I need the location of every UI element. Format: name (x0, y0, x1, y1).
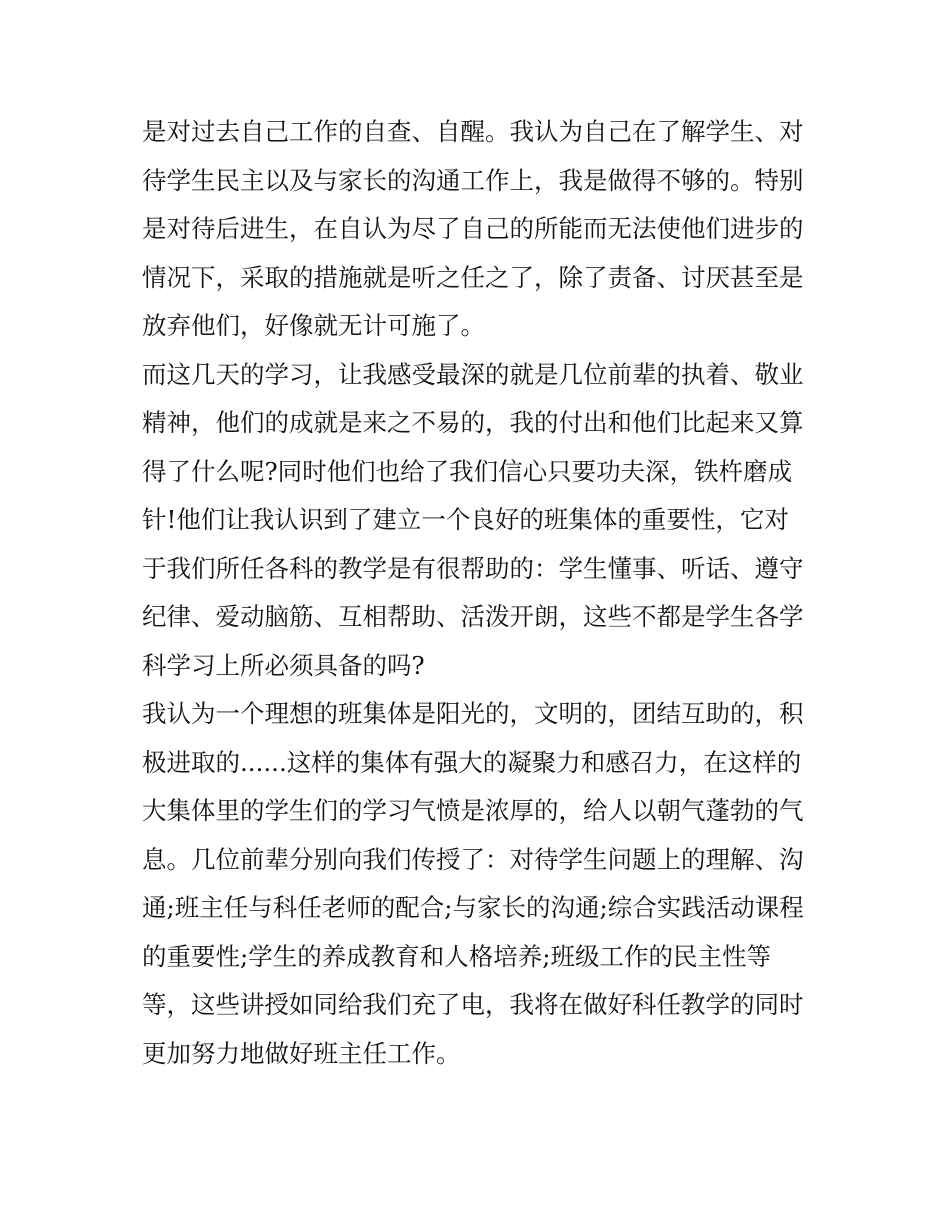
paragraph-1 (142, 108, 832, 351)
text-line: 息。几位前辈分别向我们传授了：对待学生问题上的理解、沟 (142, 844, 804, 874)
body-text (142, 108, 832, 1078)
text-line: 精神，他们的成就是来之不易的，我的付出和他们比起来又算 (142, 408, 804, 437)
text-line: 于我们所任各科的教学是有很帮助的：学生懂事、听话、遵守 (142, 553, 804, 583)
text-line: 科学习上所必须具备的吗? (142, 650, 425, 680)
text-line: 是对待后进生，在自认为尽了自己的所能而无法使他们进步的 (142, 214, 804, 243)
text-line: 而这几天的学习，让我感受最深的就是几位前辈的执着、敬业 (142, 359, 804, 389)
text-line: 更加努力地做好班主任工作。 (142, 1038, 461, 1068)
text-line: 的重要性;学生的养成教育和人格培养;班级工作的民主性等 (142, 941, 772, 971)
text-line: 待学生民主以及与家长的沟通工作上，我是做得不够的。特别 (142, 165, 804, 195)
text-line: 我认为一个理想的班集体是阳光的，文明的，团结互助的，积 (142, 699, 804, 728)
text-line: 通;班主任与科任老师的配合;与家长的沟通;综合实践活动课程 (142, 893, 804, 922)
text-line: 得了什么呢?同时他们也给了我们信心只要功夫深，铁杵磨成 (142, 456, 793, 486)
text-line: 纪律、爱动脑筋、互相帮助、活泼开朗，这些不都是学生各学 (142, 602, 804, 631)
text-line: 情况下，采取的措施就是听之任之了，除了责备、讨厌甚至是 (142, 262, 804, 292)
text-line: 大集体里的学生们的学习气愤是浓厚的，给人以朝气蓬勃的气 (142, 796, 804, 825)
paragraph-3 (142, 690, 832, 1078)
paragraph-2 (142, 351, 832, 691)
text-line: 放弃他们，好像就无计可施了。 (142, 311, 485, 340)
text-line: 针!他们让我认识到了建立一个良好的班集体的重要性，它对 (142, 505, 789, 534)
text-line: 等，这些讲授如同给我们充了电，我将在做好科任教学的同时 (142, 990, 804, 1019)
text-line: 极进取的......这样的集体有强大的凝聚力和感召力，在这样的 (142, 747, 802, 777)
text-line: 是对过去自己工作的自查、自醒。我认为自己在了解学生、对 (142, 117, 804, 146)
